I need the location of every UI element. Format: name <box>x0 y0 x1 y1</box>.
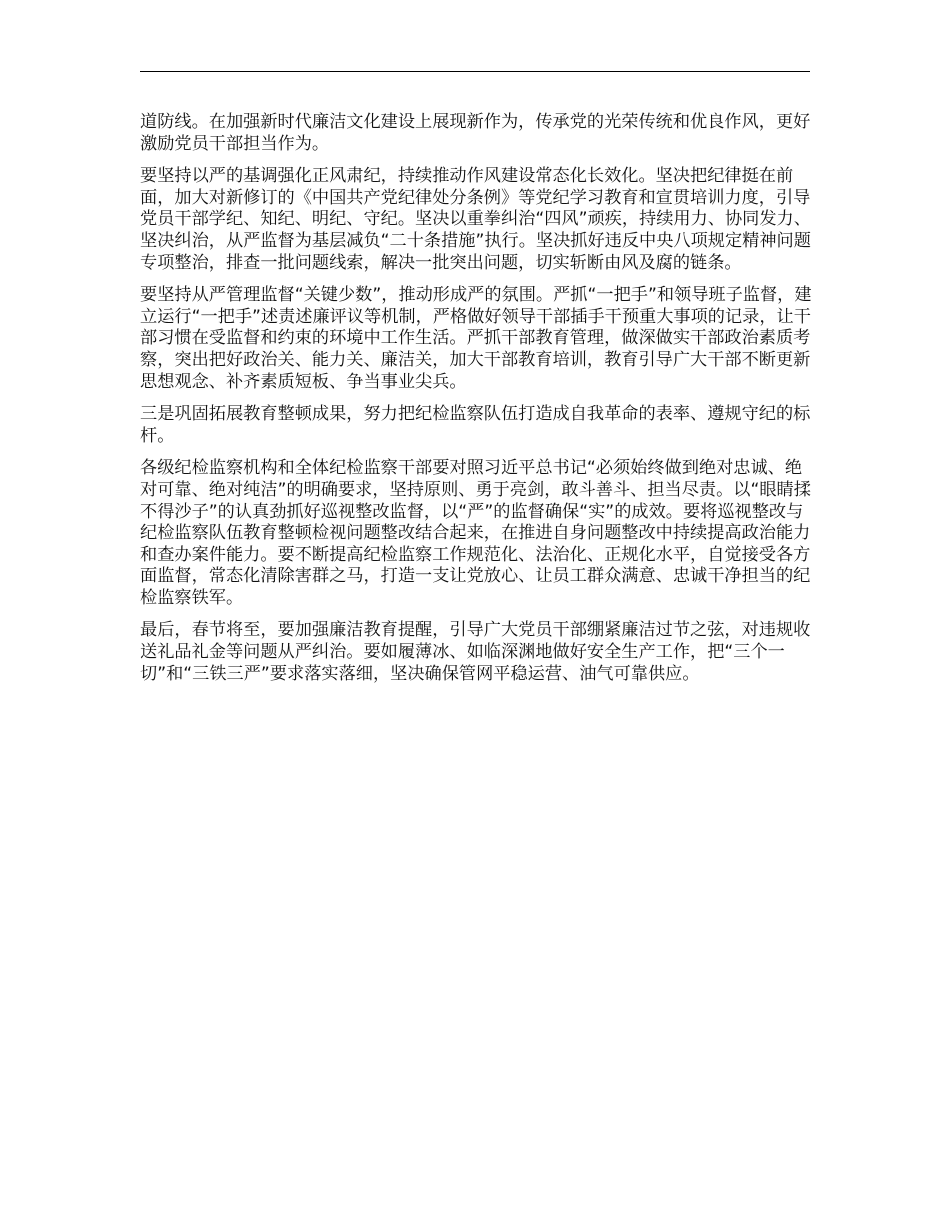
paragraph-5: 各级纪检监察机构和全体纪检监察干部要对照习近平总书记“必须始终做到绝对忠诚、绝对可靠、绝对纯洁”的明确要求，坚持原则、勇于亮剑，敢斗善斗、担当尽责。以“眼睛揉不得沙子”的认真劲抓好巡视整改监督，以“严”的监督确保“实”的成效。要将巡视整改与纪检监察队伍教育整顿检视问题整改结合起来，在推进自身问题整改中持续提高政治能力和查办案件能力。要不断提高纪检监察工作规范化、法治化、正规化水平，自觉接受各方面监督，常态化清除害群之马，打造一支让党放心、让员工群众满意、忠诚干净担当的纪检监察铁军。 <box>140 458 811 608</box>
paragraph-3: 要坚持从严管理监督“关键少数”，推动形成严的氛围。严抓“一把手”和领导班子监督，建立运行“一把手”述责述廉评议等机制，严格做好领导干部插手干预重大事项的记录，让干部习惯在受监督和约束的环境中工作生活。严抓干部教育管理，做深做实干部政治素质考察，突出把好政治关、能力关、廉洁关，加大干部教育培训，教育引导广大干部不断更新思想观念、补齐素质短板、争当事业尖兵。 <box>140 285 812 392</box>
document-body <box>140 112 812 696</box>
paragraph-6: 最后，春节将至，要加强廉洁教育提醒，引导广大党员干部绷紧廉洁过节之弦，对违规收送礼品礼金等问题从严纠治。要如履薄冰、如临深渊地做好安全生产工作，把“三个一切”和“三铁三严”要求落实落细，坚决确保管网平稳运营、油气可靠供应。 <box>140 620 811 684</box>
header-rule <box>140 71 810 72</box>
paragraph-4: 三是巩固拓展教育整顿成果，努力把纪检监察队伍打造成自我革命的表率、遵规守纪的标杆。 <box>140 404 811 446</box>
paragraph-1: 道防线。在加强新时代廉洁文化建设上展现新作为，传承党的光荣传统和优良作风，更好激励党员干部担当作为。 <box>140 112 811 154</box>
paragraph-2: 要坚持以严的基调强化正风肃纪，持续推动作风建设常态化长效化。坚决把纪律挺在前面，加大对新修订的《中国共产党纪律处分条例》等党纪学习教育和宣贯培训力度，引导党员干部学纪、知纪、明纪、守纪。坚决以重拳纠治“四风”顽疾，持续用力、协同发力、坚决纠治，从严监督为基层减负“二十条措施”执行。坚决抓好违反中央八项规定精神问题专项整治，排查一批问题线索，解决一批突出问题，切实斩断由风及腐的链条。 <box>140 166 811 273</box>
